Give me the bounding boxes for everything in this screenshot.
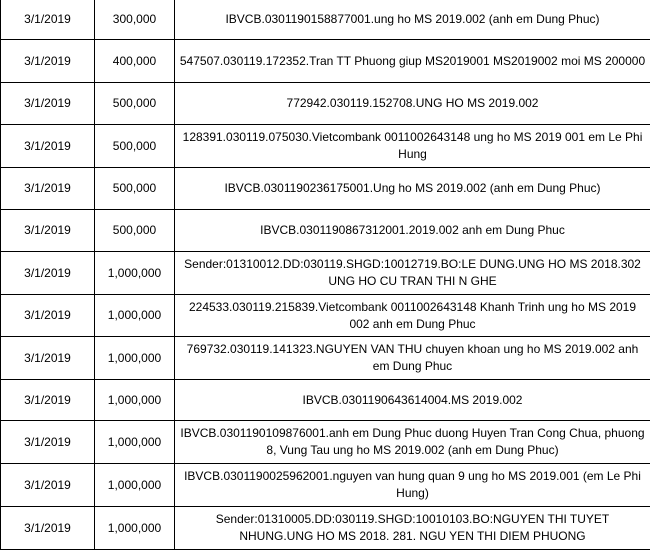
date-cell: 3/1/2019 xyxy=(1,252,95,295)
amount-cell: 300,000 xyxy=(95,0,175,40)
description-cell: 772942.030119.152708.UNG HO MS 2019.002 xyxy=(175,83,650,125)
table-row xyxy=(1,507,650,550)
date-cell: 3/1/2019 xyxy=(1,40,95,83)
date-cell: 3/1/2019 xyxy=(1,168,95,210)
amount-cell: 1,000,000 xyxy=(95,464,175,507)
description-cell: 769732.030119.141323.NGUYEN VAN THU chuyen khoan ung ho MS 2019.002 anh em Dung Phuc xyxy=(175,337,650,380)
amount-cell: 1,000,000 xyxy=(95,295,175,337)
description-cell: Sender:01310005.DD:030119.SHGD:10010103.BO:NGUYEN THI TUYET NHUNG.UNG HO MS 2018. 281. NGU YEN THI DIEM PHUONG xyxy=(175,507,650,550)
table-row xyxy=(1,210,650,252)
date-cell: 3/1/2019 xyxy=(1,295,95,337)
table-row xyxy=(1,295,650,337)
amount-cell: 500,000 xyxy=(95,168,175,210)
description-cell: IBVCB.0301190643614004.MS 2019.002 xyxy=(175,380,650,421)
description-cell: IBVCB.0301190236175001.Ung ho MS 2019.002 (anh em Dung Phuc) xyxy=(175,168,650,210)
amount-cell: 1,000,000 xyxy=(95,252,175,295)
description-cell: 547507.030119.172352.Tran TT Phuong giup MS2019001 MS2019002 moi MS 200000 xyxy=(175,40,650,83)
table-row xyxy=(1,0,650,40)
amount-cell: 1,000,000 xyxy=(95,507,175,550)
date-cell: 3/1/2019 xyxy=(1,421,95,464)
table-row xyxy=(1,168,650,210)
table-row xyxy=(1,252,650,295)
description-cell: 224533.030119.215839.Vietcombank 0011002643148 Khanh Trinh ung ho MS 2019 002 anh em Dung Phuc xyxy=(175,295,650,337)
description-cell: 128391.030119.075030.Vietcombank 0011002643148 ung ho MS 2019 001 em Le Phi Hung xyxy=(175,125,650,168)
amount-cell: 400,000 xyxy=(95,40,175,83)
date-cell: 3/1/2019 xyxy=(1,507,95,550)
table-row xyxy=(1,40,650,83)
description-cell: IBVCB.0301190109876001.anh em Dung Phuc duong Huyen Tran Cong Chua, phuong 8, Vung Tau ung ho MS 2019.002 (anh em Dung Phuc) xyxy=(175,421,650,464)
table-row xyxy=(1,464,650,507)
description-cell: Sender:01310012.DD:030119.SHGD:10012719.BO:LE DUNG.UNG HO MS 2018.302 UNG HO CU TRAN THI N GHE xyxy=(175,252,650,295)
amount-cell: 500,000 xyxy=(95,210,175,252)
amount-cell: 1,000,000 xyxy=(95,380,175,421)
table-row xyxy=(1,421,650,464)
date-cell: 3/1/2019 xyxy=(1,0,95,40)
amount-cell: 500,000 xyxy=(95,83,175,125)
date-cell: 3/1/2019 xyxy=(1,380,95,421)
amount-cell: 1,000,000 xyxy=(95,337,175,380)
table-row xyxy=(1,337,650,380)
table-row xyxy=(1,380,650,421)
table-row xyxy=(1,125,650,168)
date-cell: 3/1/2019 xyxy=(1,210,95,252)
description-cell: IBVCB.0301190867312001.2019.002 anh em Dung Phuc xyxy=(175,210,650,252)
description-cell: IBVCB.0301190025962001.nguyen van hung quan 9 ung ho MS 2019.001 (em Le Phi Hung) xyxy=(175,464,650,507)
date-cell: 3/1/2019 xyxy=(1,337,95,380)
date-cell: 3/1/2019 xyxy=(1,125,95,168)
date-cell: 3/1/2019 xyxy=(1,464,95,507)
description-cell: IBVCB.0301190158877001.ung ho MS 2019.002 (anh em Dung Phuc) xyxy=(175,0,650,40)
amount-cell: 1,000,000 xyxy=(95,421,175,464)
table-row xyxy=(1,83,650,125)
date-cell: 3/1/2019 xyxy=(1,83,95,125)
amount-cell: 500,000 xyxy=(95,125,175,168)
